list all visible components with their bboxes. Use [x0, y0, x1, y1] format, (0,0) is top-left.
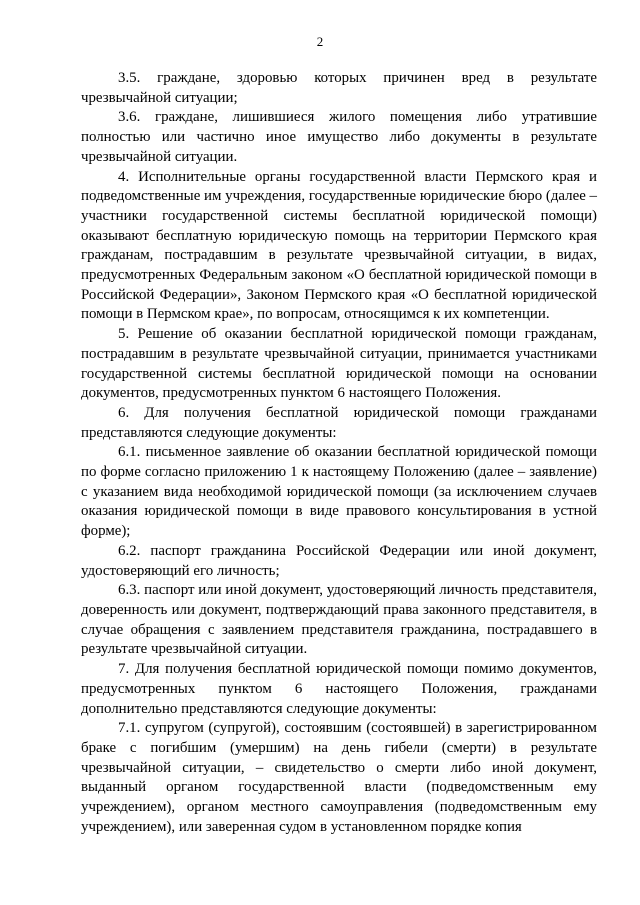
paragraph-7: 7. Для получения бесплатной юридической помощи помимо документов, предусмотренных пунктом 6 настоящего Положения, гражданами дополнительно представляются следующие документы:: [81, 661, 597, 717]
paragraph-4: 4. Исполнительные органы государственной власти Пермского края и подведомственные им учреждения, государственные юридические бюро (далее – участники государственной системы бесплатной юридической помощи) оказывают бесплатную юридическую помощь на территории Пермского края гражданам, пострадавшим в результате чрезвычайной ситуации, в видах, предусмотренных Федеральным законом «О бесплатной юридической помощи в Российской Федерации», Законом Пермского края «О бесплатной юридической помощи в Пермском крае», по вопросам, относящимся к их компетенции.: [81, 168, 597, 323]
paragraph-5: 5. Решение об оказании бесплатной юридической помощи гражданам, пострадавшим в результате чрезвычайной ситуации, принимается участниками государственной системы бесплатной юридической помощи на основании документов, предусмотренных пунктом 6 настоящего Положения.: [81, 326, 597, 402]
paragraph-3-6: 3.6. граждане, лишившиеся жилого помещения либо утратившие полностью или частично иное имущество либо документы в результате чрезвычайной ситуации.: [81, 109, 597, 165]
paragraph-6-2: 6.2. паспорт гражданина Российской Федерации или иной документ, удостоверяющий его личность;: [81, 542, 597, 579]
page-number: 2: [316, 34, 324, 49]
paragraph-6-1: 6.1. письменное заявление об оказании бесплатной юридической помощи по форме согласно приложению 1 к настоящему Положению (далее – заявление) с указанием вида необходимой юридической помощи (за исключением случаев оказания юридической помощи в виде правового консультирования в устной форме);: [81, 444, 597, 540]
paragraph-7-1: 7.1. супругом (супругой), состоявшим (состоявшей) в зарегистрированном браке с погибшим (умершим) на день гибели (смерти) в результате чрезвычайной ситуации, – свидетельство о смерти либо иной документ, выданный органом государственной власти (подведомственным ему учреждением), органом местного самоуправления (подведомственным ему учреждением), или заверенная судом в установленном порядке копия: [81, 720, 597, 835]
paragraph-6: 6. Для получения бесплатной юридической помощи гражданами представляются следующие документы:: [81, 404, 597, 441]
paragraph-6-3: 6.3. паспорт или иной документ, удостоверяющий личность представителя, доверенность или документ, подтверждающий права законного представителя, в случае обращения с заявлением представителя гражданина, пострадавшего в результате чрезвычайной ситуации.: [81, 582, 597, 658]
paragraph-3-5: 3.5. граждане, здоровью которых причинен вред в результате чрезвычайной ситуации;: [81, 70, 597, 106]
document-body: [81, 69, 597, 837]
